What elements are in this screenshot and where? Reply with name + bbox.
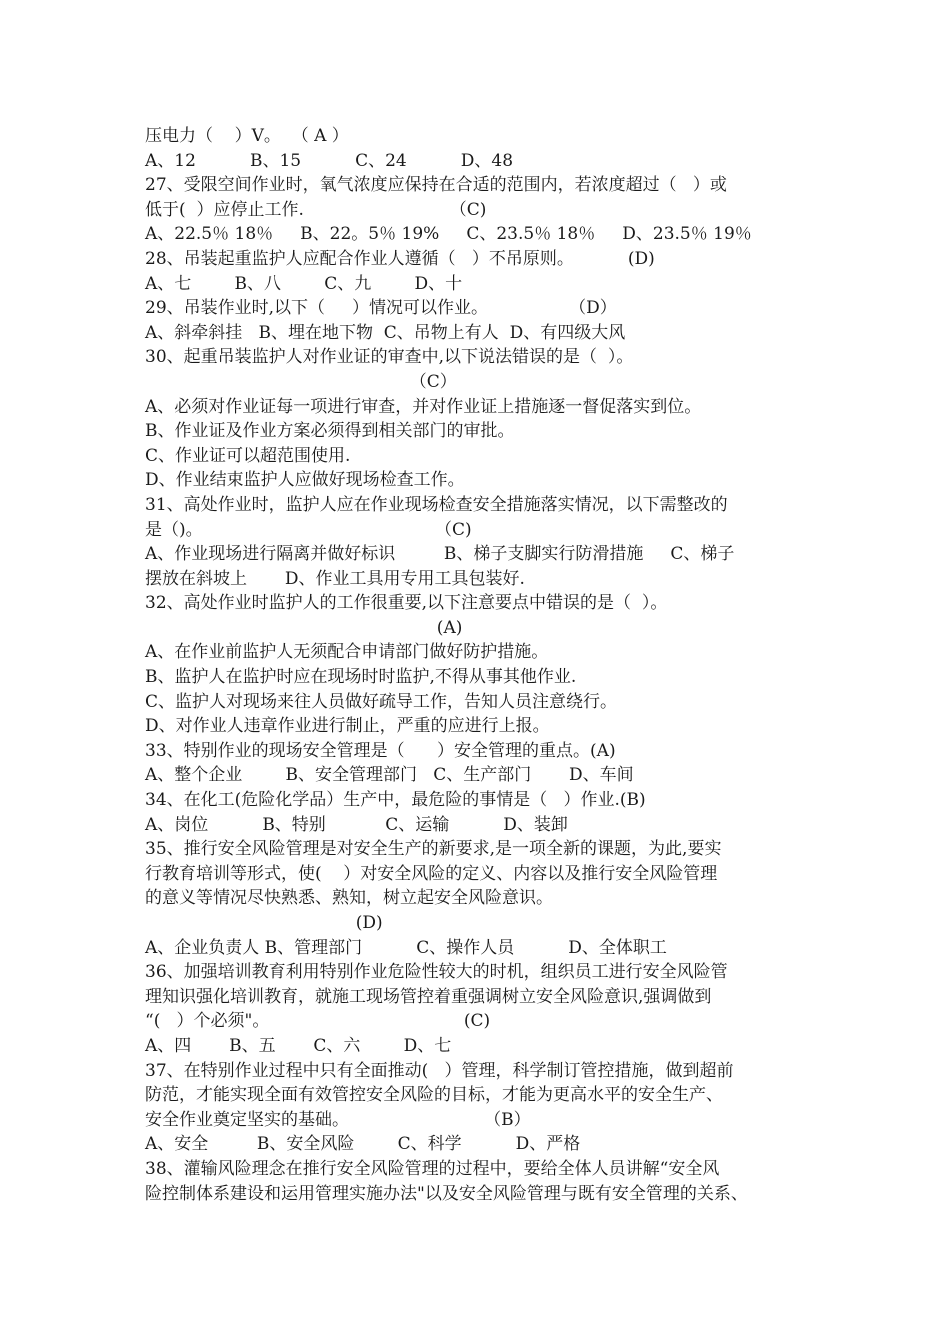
text-line: 理知识强化培训教育，就施工现场管控着重强调树立安全风险意识,强调做到 [145,986,712,1007]
text-line: A、12 B、15 C、24 D、48 [145,150,514,171]
text-line: 32、高处作业时监护人的工作很重要,以下注意要点中错误的是（ ）。 [145,593,668,614]
text-line: 31、高处作业时，监护人应在作业现场检查安全措施落实情况，以下需整改的 [145,494,728,515]
text-line: 36、加强培训教育利用特别作业危险性较大的时机，组织员工进行安全风险管 [145,962,728,983]
text-line: “( ）个必须"。 (C) [145,1011,491,1032]
text-line: 27、受限空间作业时，氧气浓度应保持在合适的范围内，若浓度超过（ ）或 [145,175,727,196]
text-line: 37、在特别作业过程中只有全面推动( ）管理，科学制订管控措施，做到超前 [145,1060,734,1081]
text-line: （C） [145,371,457,392]
text-line: A、斜牵斜挂 B、埋在地下物 C、吊物上有人 D、有四级大风 [145,322,626,343]
text-line: 行教育培训等形式，使( ）对安全风险的定义、内容以及推行安全风险管理 [145,863,718,884]
text-line: A、安全 B、安全风险 C、科学 D、严格 [145,1134,581,1155]
text-line: A、22.5％ 18％ B、22。5％ 19% C、23.5％ 18％ D、23.5％ 19％ [145,224,752,245]
text-line: A、七 B、八 C、九 D、十 [145,273,463,294]
text-line: 安全作业奠定坚实的基础。 （B） [145,1109,531,1130]
text-line: C、作业证可以超范围使用. [145,445,351,466]
text-line: 低于( ）应停止工作. （C) [145,199,487,220]
text-line: A、作业现场进行隔离并做好标识 B、梯子支脚实行防滑措施 C、梯子 [145,544,735,565]
text-line: 险控制体系建设和运用管理实施办法"以及安全风险管理与既有安全管理的关系、 [145,1183,748,1204]
text-line: 35、推行安全风险管理是对安全生产的新要求,是一项全新的课题，为此,要实 [145,839,722,860]
text-line: 30、起重吊装监护人对作业证的审查中,以下说法错误的是（ ）。 [145,347,634,368]
text-line: A、必须对作业证每一项进行审查，并对作业证上措施逐一督促落实到位。 [145,396,702,417]
text-line: (D) [145,913,383,933]
text-line: 33、特别作业的现场安全管理是（ ）安全管理的重点。(A) [145,740,616,761]
text-line: B、监护人在监护时应在现场时时监护,不得从事其他作业. [145,667,577,688]
text-line: 是（)。 （C) [145,519,472,540]
text-line: B、作业证及作业方案必须得到相关部门的审批。 [145,421,515,442]
text-line: (A) [145,617,463,638]
text-line: 34、在化工(危险化学品）生产中，最危险的事情是（ ）作业.(B) [145,790,646,811]
text-line: 压电力（ ）V。 （ A ） [145,126,349,146]
document-body [145,124,815,1206]
text-line: A、岗位 B、特别 C、运输 D、装卸 [145,814,568,835]
text-line: 29、吊装作业时,以下（ ）情况可以作业。 （D） [145,298,617,319]
text-line: A、四 B、五 C、六 D、七 [145,1035,452,1056]
text-line: A、企业负责人 B、管理部门 C、操作人员 D、全体职工 [145,937,667,958]
text-line: A、整个企业 B、安全管理部门 C、生产部门 D、车间 [145,765,634,786]
text-line: 38、灌输风险理念在推行安全风险管理的过程中，要给全体人员讲解“安全风 [145,1158,720,1179]
text-line: 摆放在斜坡上 D、作业工具用专用工具包装好. [145,568,525,589]
text-line: D、作业结束监护人应做好现场检查工作。 [145,470,465,491]
text-line: 的意义等情况尽快熟悉、熟知，树立起安全风险意识。 [145,888,553,909]
text-line: D、对作业人违章作业进行制止，严重的应进行上报。 [145,716,550,737]
text-line: C、监护人对现场来往人员做好疏导工作，告知人员注意绕行。 [145,691,618,712]
text-line: A、在作业前监护人无须配合申请部门做好防护措施。 [145,642,549,663]
text-line: 28、吊装起重监护人应配合作业人遵循（ ）不吊原则。 (D) [145,248,655,269]
text-line: 防范，才能实现全面有效管控安全风险的目标，才能为更高水平的安全生产、 [145,1085,723,1106]
